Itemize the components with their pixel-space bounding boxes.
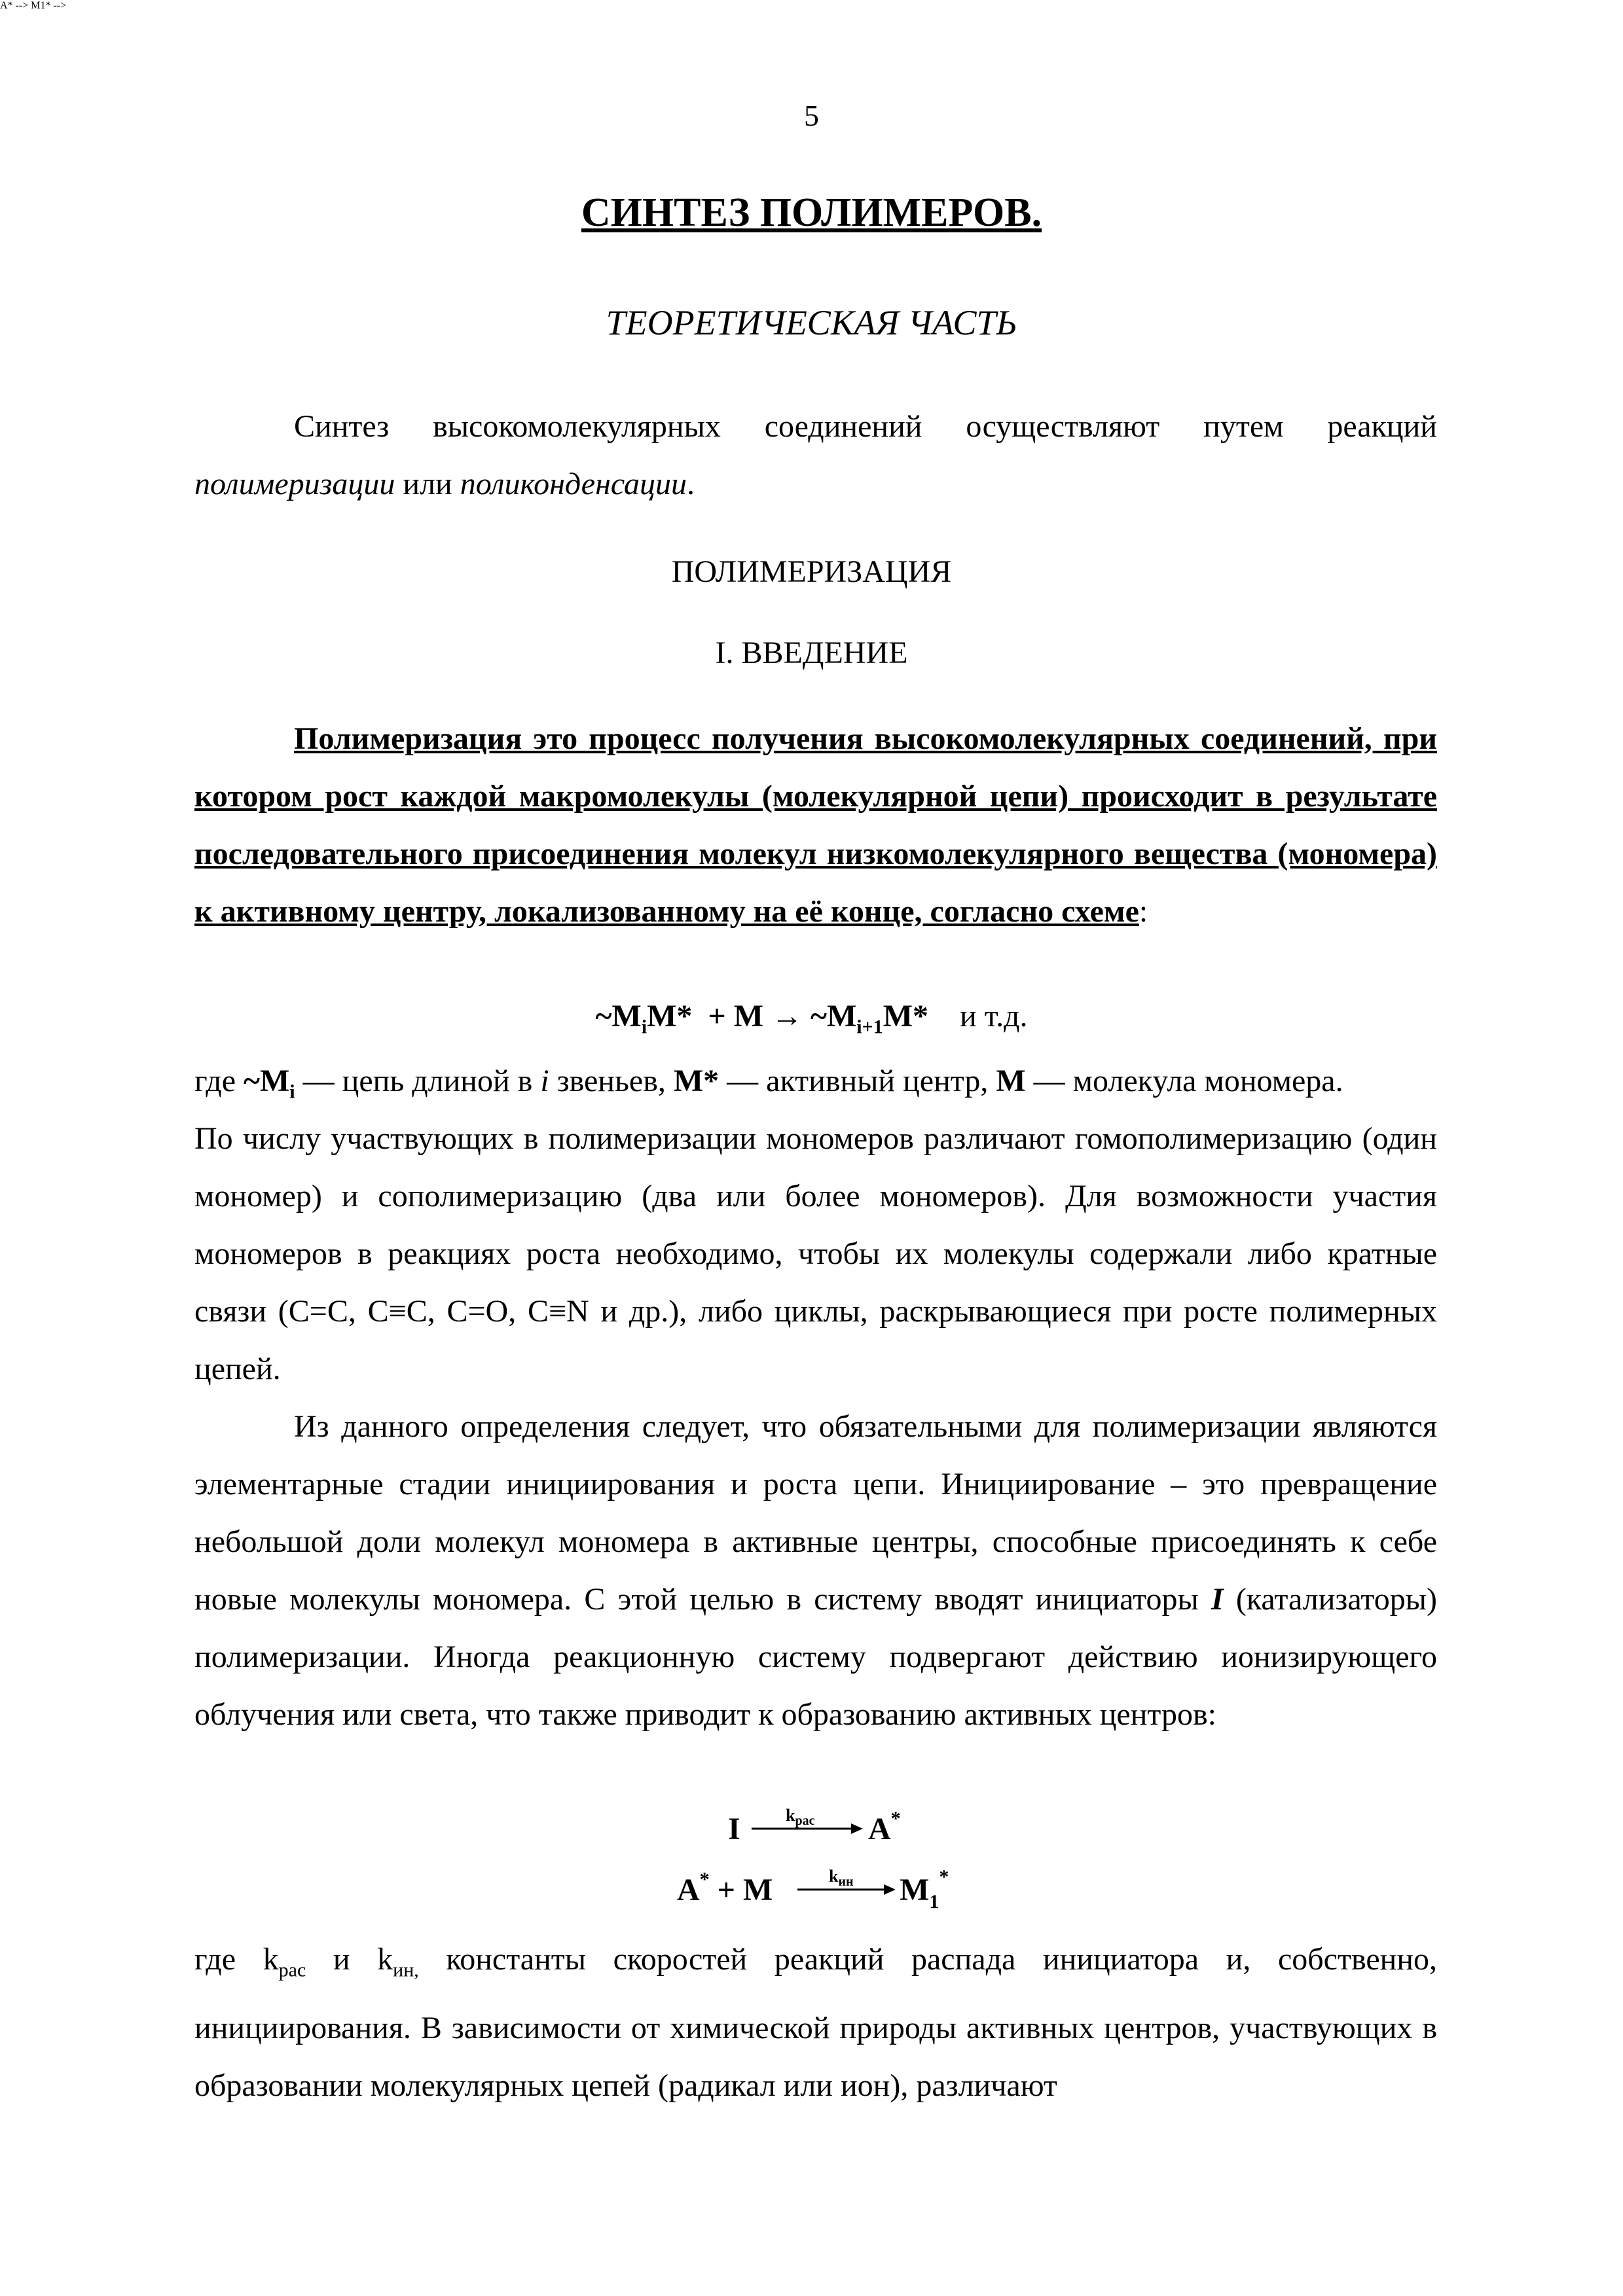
page-number: 5 [804, 99, 819, 132]
k-initiation: k [377, 1942, 393, 1977]
paragraph-initiation [194, 1398, 1437, 1744]
k-decomposition: k [263, 1942, 279, 1977]
scheme1-initiator: I [728, 1812, 740, 1846]
intro-end: . [686, 467, 695, 501]
document-page: 5 СИНТЕЗ ПОЛИМЕРОВ. ТЕОРЕТИЧЕСКАЯ ЧАСТЬ Синтез высокомолекулярных соединений осуществляют путем реакций полимеризации или поликонденсации. ПОЛИМЕРИЗАЦИЯ I. ВВЕДЕНИЕ Полимеризация это процесс получения высокомолекулярных соединений, при котором рост каждой макромолекулы (молекулярной цепи) происходит в результате последовательного присоединения молекул низкомолекулярного вещества (мономера) к активному центру, локализованному на её конце, согласно схеме: $\sim M_iM* + M$ → $\sim M_{i+1}M*$ и т.д. где $\sim M_i$ — цепь длиной в i звеньев, M* — активный центр, M — молекула мономера. По числу участвующих в полимеризации мономеров различают гомополимеризацию (один мономер) и сополимеризацию (два или более мономеров). Для возможности участия мономеров в реакциях роста необходимо, чтобы их молекулы содержали либо кратные связи (C=C, C≡C, C=O, C≡N и др.), либо циклы, раскрывающиеся при росте полимерных цепей. Из данного определения следует, что обязательными для полимеризации являются элементарные стадии инициирования и роста цепи. Инициирование – это превращение небольшой доли молекул мономера в активные центры, способные присоединять к себе новые молекулы мономера. С этой целью в систему вводят инициаторы I (катализаторы) полимеризации. Иногда реакционную систему подвергают действию ионизирующего облучения или света, что также приводит к образованию активных центров: A* --> I $k_{рас}$ A* M1* --> A* + M $k_{ин}$ $M_1^*$ где $k_{рас}$ и $k_{ин,}$ константы скоростей реакций распада инициатора и, собственно, инициирования. В зависимости от химической природы активных центров, участвующих в образовании молекулярных цепей (радикал или ион), различают [0, 0, 1623, 2296]
scheme-decomposition [0, 1800, 1623, 1865]
subsection-heading: I. ВВЕДЕНИЕ [715, 636, 908, 670]
scheme-initiation [0, 1861, 1623, 1926]
constants-where: где [194, 1942, 263, 1977]
scheme2-arrow-head [884, 1884, 896, 1895]
legend-chain-sub: i [289, 1081, 295, 1103]
formula-active-center-next: M* [883, 999, 929, 1033]
page-subtitle: ТЕОРЕТИЧЕСКАЯ ЧАСТЬ [606, 303, 1017, 342]
legend-units: звеньев, [549, 1064, 674, 1098]
definition-paragraph [194, 710, 1437, 941]
legend-chain: ~M [244, 1064, 290, 1098]
formula-arrow: → [771, 999, 803, 1033]
k-decomposition-sub: рас [278, 1959, 306, 1981]
intro-text: Синтез высокомолекулярных соединений осуществляют путем реакций [294, 409, 1437, 444]
constants-text: константы скоростей реакций распада инициатора и, собственно, инициирования. В зависимости от химической природы активных центров, участвующих в образовании молекулярных цепей (радикал или ион), различают [194, 1942, 1438, 2103]
term-polycondensation: поликонденсации [460, 467, 687, 501]
initiation-text-cont: (катализаторы) полимеризации. Иногда реакционную систему подвергают действию ионизирующего облучения или света, что также приводит к образованию активных центров: [194, 1582, 1438, 1732]
paragraph-constants [194, 1931, 1437, 2115]
formula-sub-i: i [641, 1016, 647, 1038]
legend-monomer: M [996, 1064, 1026, 1098]
scheme2-reactants: A* + M [677, 1869, 773, 1907]
formula-chain-next: ~M [811, 999, 857, 1033]
section-heading: ПОЛИМЕРИЗАЦИЯ [671, 554, 952, 589]
legend-center-desc: — активный центр, [719, 1064, 996, 1098]
scheme2-k: $k_{ин}$ [829, 1867, 854, 1889]
formula-sub-i1: i+1 [856, 1016, 883, 1038]
formula-etc: и т.д. [960, 999, 1028, 1033]
formula-chain: ~M [595, 999, 642, 1033]
legend-i: i [540, 1064, 549, 1098]
scheme1-arrow-head [851, 1823, 863, 1834]
formula-active-center: M* [647, 999, 693, 1033]
scheme2-product: $M_1^*$ [900, 1866, 949, 1912]
scheme1-radical: A* [868, 1808, 901, 1846]
paragraph-monomers: По числу участвующих в полимеризации мономеров различают гомополимеризацию (один мономер) и сополимеризацию (два или более мономеров). Для возможности участия мономеров в реакциях роста необходимо, чтобы их молекулы содержали либо кратные связи (C=C, C≡C, C=O, C≡N и др.), либо циклы, раскрывающиеся при росте полимерных цепей. [194, 1121, 1437, 1386]
definition-text: Полимеризация это процесс получения высокомолекулярных соединений, при котором рост каждой макромолекулы (молекулярной цепи) происходит в результате последовательного присоединения молекул низкомолекулярного вещества (мономера) к активному центру, локализованному на её конце, согласно схеме [194, 721, 1437, 929]
k-initiation-sub: ин, [393, 1959, 419, 1981]
legend-center: M* [673, 1064, 720, 1098]
scheme-decomposition-svg [0, 1800, 1623, 1865]
constants-and: и [306, 1942, 378, 1977]
formula-plus-monomer: + M [708, 999, 764, 1033]
scheme-initiation-svg [0, 1861, 1623, 1926]
legend-where: где [194, 1064, 244, 1098]
scheme1-k: $k_{рас}$ [786, 1806, 815, 1828]
initiation-text: Из данного определения следует, что обязательными для полимеризации являются элементарные стадии инициирования и роста цепи. Инициирование – это превращение небольшой доли молекул мономера в активные центры, способные присоединять к себе новые молекулы мономера. С этой целью в систему вводят инициаторы [194, 1409, 1437, 1617]
intro-or: или [395, 467, 460, 501]
page-title: СИНТЕЗ ПОЛИМЕРОВ. [581, 190, 1042, 235]
intro-paragraph [194, 398, 1437, 513]
definition-colon: : [1139, 894, 1148, 929]
term-polymerization: полимеризации [194, 467, 395, 501]
legend-chain-desc: — цепь длиной в [295, 1064, 541, 1098]
initiator-symbol: I [1211, 1582, 1224, 1617]
polymerization-formula [0, 998, 1623, 1039]
legend-monomer-desc: — молекула мономера. [1025, 1064, 1343, 1098]
